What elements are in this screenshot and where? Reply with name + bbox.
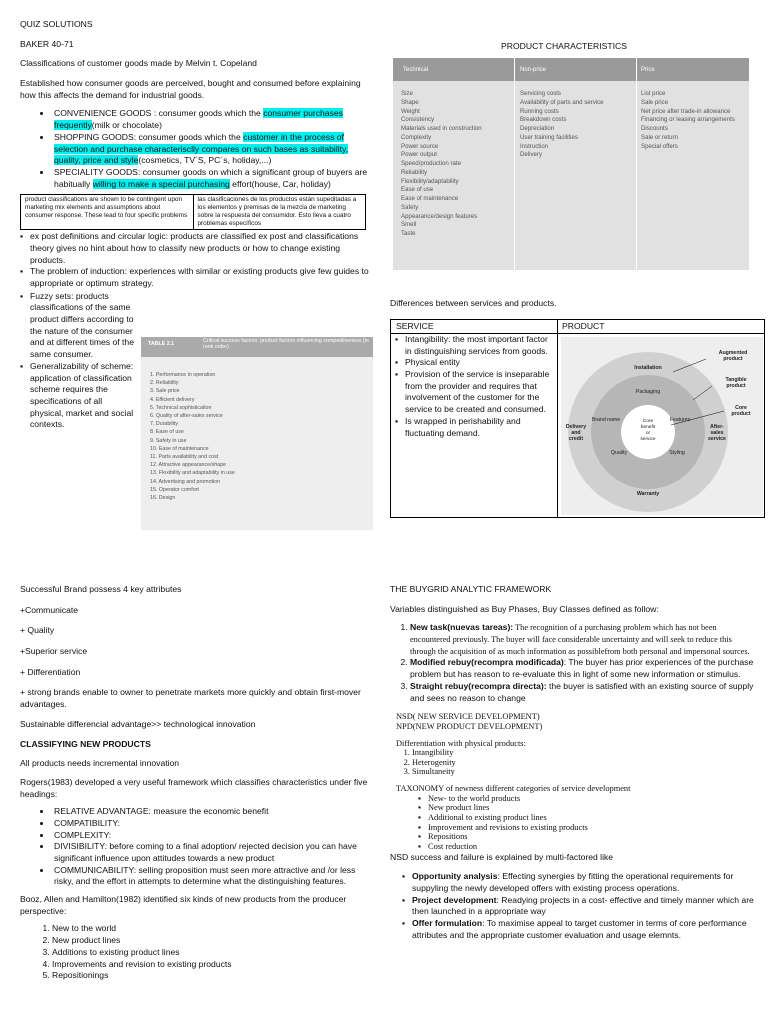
- taxonomy-item: ▪ Cost reduction: [418, 842, 754, 852]
- booz-paragraph: Booz, Allen and Hamilton(1982) identified six kinds of new products from the producer perspective:: [20, 894, 347, 916]
- rogers-item: • RELATIVE ADVANTAGE: measure the economic benefit: [52, 806, 374, 818]
- installation-label: Installation: [634, 365, 662, 371]
- price-item: Sale or return: [641, 133, 678, 141]
- nonprice-item: User training facilities: [520, 133, 578, 141]
- success-factor-row: 1. Performance in operation: [150, 372, 216, 378]
- buy-class-item: 2. Modified rebuy(recompra modificada): The buyer has prior experiences of the purchase problem but has reason to re-evaluate this in light of some new information or stimulus.: [410, 657, 754, 680]
- rogers-list: [20, 806, 374, 888]
- success-factor-row: 11. Parts availability and cost: [150, 454, 219, 461]
- rogers-paragraph: Rogers(1983) developed a very useful framework which classifies characteristics under five headings:: [20, 776, 368, 799]
- success-factor-row: 2. Reliability: [150, 380, 179, 387]
- table-2-1: [141, 337, 373, 530]
- differentiation-item: 3. Simultaneity: [412, 767, 754, 777]
- goods-list: [20, 108, 372, 190]
- buygrid-title: THE BUYGRID ANALYTIC FRAMEWORK: [390, 584, 552, 594]
- problem-item: ▪ ex post definitions and circular logic: products are classified ex post and classifications theory gives no hint about how to classify new products or how to change existing products.: [20, 231, 372, 266]
- service-column-header: SERVICE: [396, 321, 434, 331]
- nonprice-item: Breakdown costs: [520, 116, 567, 124]
- established-paragraph: Established how consumer goods are perceived, bought and consumed before explaining how this affects the demand for industrial goods.: [20, 78, 361, 100]
- price-item: Sale price: [641, 98, 669, 106]
- buy-classes-list: [390, 622, 754, 704]
- differentiation-heading: Differentiation with physical products:: [396, 738, 526, 748]
- problems-list-narrow: [20, 291, 135, 431]
- nonprice-item: Running costs: [520, 107, 559, 115]
- success-factor-row: 15. Operator comfort: [150, 486, 199, 493]
- sustainable-advantage: Sustainable differencial advantage>> technological innovation: [20, 718, 256, 729]
- rogers-item: • COMMUNICABILITY: selling proposition must seen more attractive and /or less risky, and the effort in attempts to determine what the distinguishing features.: [52, 865, 374, 888]
- taxonomy-item: ▪ Improvement and revisions to existing products: [418, 823, 754, 833]
- success-factor-row: 6. Quality of after-sales service: [150, 413, 223, 420]
- column-header-price: Price: [641, 67, 655, 73]
- booz-list: [20, 923, 374, 981]
- technical-item: Appearance/design features: [401, 212, 478, 220]
- taxonomy-item: ▪ Repositions: [418, 832, 754, 842]
- buy-class-item: 1. New task(nuevas tareas): The recognition of a purchasing problem which has not been encountered previously. The buyer will face considerable uncertainty and will seek to reduce this through the acquisition of as much information as possiblefrom both personal and impersonal sources.: [410, 622, 754, 657]
- services-intro: Differences between services and products.: [390, 298, 557, 308]
- core-benefit-label: Core benefit or service: [640, 419, 656, 442]
- technical-item: Ease of use: [401, 186, 434, 194]
- buy-class-item: 3. Straight rebuy(recompra directa): the buyer is satisfied with an existing source of supply and sees no reason to change: [410, 681, 754, 704]
- price-column: [641, 90, 749, 151]
- success-factor-item: ▪ Offer formulation: To maximise appeal to target customer in terms of core performance attributes and the appropriate customer evaluation and usage elemnts.: [402, 918, 754, 941]
- technical-item: Flexibility/adaptability: [401, 177, 459, 185]
- taxonomy-item: ▪ New product lines: [418, 803, 754, 813]
- table-2-1-caption: Critical success factors: product factors influencing competitiveness (in rank order): [203, 338, 369, 351]
- rogers-item: • COMPATIBILITY:: [52, 818, 374, 830]
- service-characteristics-list: [395, 334, 552, 439]
- buygrid-variables: Variables distinguished as Buy Phases, Buy Classes defined as follow:: [390, 603, 659, 614]
- technical-item: Ease of maintenance: [401, 195, 459, 203]
- technical-item: Materials used in construction: [401, 125, 482, 133]
- brand-name-label: Brand name: [591, 417, 621, 423]
- brand-attribute: +Communicate: [20, 604, 79, 615]
- shopping-goods-item: • SHOPPING GOODS: consumer goods which the customer in the process of selection and purchase characterisclly compares on such bases as suitability, quality, price and style(cosmetics, TV´S, PC´s, holiday,...): [52, 132, 372, 167]
- right-bottom-section: [390, 584, 754, 942]
- problem-item: ▪ The problem of induction: experiences with similar or existing products give few guides to appropriate or optimum strategy.: [20, 266, 372, 289]
- price-item: Special offers: [641, 142, 678, 150]
- problem-item: ▪ Fuzzy sets: products classifications of the same product differs according to the nature of the consumer and at different times of the same consumer.: [20, 291, 135, 361]
- problem-item: ▪ Generalizability of scheme: application of classification scheme requires the specifications of all physical, market and social contexts.: [20, 361, 135, 431]
- packaging-label: Packaging: [635, 389, 661, 395]
- translation-table: [20, 194, 366, 230]
- taxonomy-item: ▪ Additional to existing product lines: [418, 813, 754, 823]
- brand-attribute: + Differentiation: [20, 666, 81, 677]
- technical-item: Shape: [401, 98, 419, 106]
- convenience-goods-item: • CONVENIENCE GOODS : consumer goods which the consumer purchases frequently(milk or chocolate): [52, 108, 372, 131]
- product-column-header: PRODUCT: [562, 321, 605, 331]
- price-item: Net price after trade-in allowance: [641, 107, 731, 115]
- brand-attributes-heading: Successful Brand possess 4 key attributes: [20, 584, 182, 594]
- technical-item: Safety: [401, 203, 419, 211]
- success-factor-row: 4. Efficient delivery: [150, 396, 195, 403]
- column-divider: [514, 58, 515, 270]
- delivery-credit-label: Delivery and credit: [565, 424, 587, 442]
- success-factor-row: 10. Ease of maintenance: [150, 445, 209, 452]
- technical-item: Speed/production rate: [401, 160, 461, 168]
- technical-item: Taste: [401, 230, 416, 238]
- speciality-goods-item: • SPECIALITY GOODS: consumer goods on which a significant group of buyers are habitually willing to make a special purchasing effort(house, Car, holiday): [52, 167, 372, 190]
- success-factor-row: 13. Flexibility and adaptability in use: [150, 470, 235, 477]
- technical-item: Reliability: [401, 168, 428, 176]
- nonprice-item: Instruction: [520, 142, 549, 150]
- technical-item: Complexity: [401, 133, 432, 141]
- styling-label: Styling: [669, 450, 685, 456]
- booz-item: 3. Additions to existing product lines: [52, 947, 374, 959]
- price-item: List price: [641, 90, 666, 97]
- technical-item: Size: [401, 90, 413, 97]
- column-divider: [636, 58, 637, 270]
- success-factor-row: 8. Ease of use: [150, 429, 184, 436]
- nonprice-item: Servicing costs: [520, 90, 561, 97]
- technical-item: Power output: [401, 151, 437, 159]
- differentiation-item: 1. Intangibility: [412, 748, 754, 758]
- augmented-label: Augmented product: [718, 350, 748, 362]
- booz-item: 4. Improvements and revision to existing products: [52, 959, 374, 971]
- strong-brands-paragraph: + strong brands enable to owner to penetrate markets more quickly and obtain first-mover advantages.: [20, 687, 361, 710]
- problems-list: [20, 231, 372, 289]
- taxonomy-heading: TAXONOMY of newness different categories of service development: [396, 784, 631, 794]
- taxonomy-item: ▪ New- to the world products: [418, 794, 754, 804]
- differentiation-list: [396, 748, 754, 777]
- technical-item: Weight: [401, 107, 420, 115]
- translation-spanish: las clasificaciones de los productos están supeditadas a los elementos y premisas de la mezcla de marketing sobre la respuesta del consumidor. Esto lleva a cuatro problemas específicos: [193, 195, 366, 230]
- rogers-item: • DIVISIBILITY: before coming to a final adoption/ rejected decision you can have significant influence upon attitudes towards a new product: [52, 841, 374, 864]
- service-item: ▪ Provision of the service is inseparable from the provider and requires that involvement of the customer for the service to be created and consumed.: [395, 369, 552, 416]
- technical-item: Smell: [401, 221, 417, 229]
- services-products-table: [390, 319, 765, 518]
- technical-item: Consistency: [401, 116, 435, 124]
- table-2-1-label: TABLE 2.1: [148, 341, 175, 347]
- booz-item: 5. Repositionings: [52, 970, 374, 982]
- incremental-innovation: All products needs incremental innovation: [20, 758, 180, 769]
- success-factor-item: ▪ Opportunity analysis: Effecting synergies by fitting the operational requirements for suppyling the newly developed offers with existing process operations.: [402, 871, 754, 894]
- booz-item: 2. New product lines: [52, 935, 374, 947]
- baker-ref: BAKER 40-71: [20, 38, 74, 49]
- success-factor-row: 14. Advertising and promotion: [150, 478, 221, 485]
- nonprice-item: Depreciation: [520, 125, 555, 133]
- success-factor-row: 3. Sale price: [150, 388, 180, 395]
- product-characteristics-title: PRODUCT CHARACTERISTICS: [501, 41, 627, 51]
- product-levels-diagram: [561, 337, 763, 515]
- core-product-label: Core product: [731, 405, 751, 417]
- service-item: ▪ Is wrapped in perishability and fluctuating demand.: [395, 416, 552, 439]
- product-characteristics-table: [393, 58, 749, 270]
- nsd-line: NSD( NEW SERVICE DEVELOPMENT): [396, 712, 540, 722]
- column-header-nonprice: Non-price: [520, 67, 547, 73]
- taxonomy-list: [396, 794, 754, 852]
- translation-english: product classifications are shown to be contingent upon marketing mix elements and assumptions about consumer response. These lead to four specific problems: [21, 195, 194, 230]
- column-divider: [557, 320, 558, 517]
- tangible-label: Tangible product: [725, 377, 747, 389]
- nonprice-item: Availability of parts and service: [520, 98, 604, 106]
- left-bottom-section: [20, 584, 374, 982]
- booz-item: 1. New to the world: [52, 923, 374, 935]
- features-label: Features: [669, 417, 691, 423]
- success-factors-list: [390, 871, 754, 941]
- differentiation-item: 2. Heterogenity: [412, 758, 754, 768]
- price-item: Discounts: [641, 125, 668, 133]
- rogers-item: • COMPLEXITY:: [52, 830, 374, 842]
- table-2-1-list: [141, 357, 373, 502]
- price-item: Financing or leasing arrangements: [641, 116, 735, 124]
- npd-line: NPD(NEW PRODUCT DEVELOPMENT): [396, 721, 543, 731]
- classifying-heading: CLASSIFYING NEW PRODUCTS: [20, 738, 151, 749]
- success-factor-row: 12. Attractive appearance/shape: [150, 462, 226, 469]
- success-factor-item: ▪ Project development: Readying projects in a cost- effective and timely manner which are then launched in a appropriate way: [402, 895, 754, 918]
- success-factor-row: 5. Technical sophistication: [150, 404, 212, 411]
- warranty-label: Warranty: [636, 491, 660, 497]
- classification-heading: Classifications of customer goods made by Melvin t. Copeland: [20, 58, 257, 69]
- success-factor-row: 9. Safety in use: [150, 437, 187, 444]
- quality-label: Quality: [610, 450, 628, 456]
- brand-attribute: + Quality: [20, 625, 55, 636]
- nsd-success-line: NSD success and failure is explained by multi-factored like: [390, 851, 614, 862]
- after-sales-label: After-sales service: [708, 424, 726, 442]
- technical-column: [401, 90, 513, 239]
- nonprice-item: Delivery: [520, 151, 543, 159]
- quiz-title: QUIZ SOLUTIONS: [20, 19, 93, 29]
- service-item: ▪ Intangibility: the most important factor in distinguishing services from goods.: [395, 334, 552, 357]
- nonprice-column: [520, 90, 634, 160]
- brand-attribute: +Superior service: [20, 646, 88, 657]
- success-factor-row: 16. Design: [150, 495, 176, 502]
- table-2-1-header: [141, 337, 373, 357]
- success-factor-row: 7. Durability: [150, 421, 178, 428]
- technical-item: Power source: [401, 142, 439, 150]
- service-item: ▪ Physical entity: [395, 357, 552, 369]
- column-header-technical: Technical: [403, 67, 429, 73]
